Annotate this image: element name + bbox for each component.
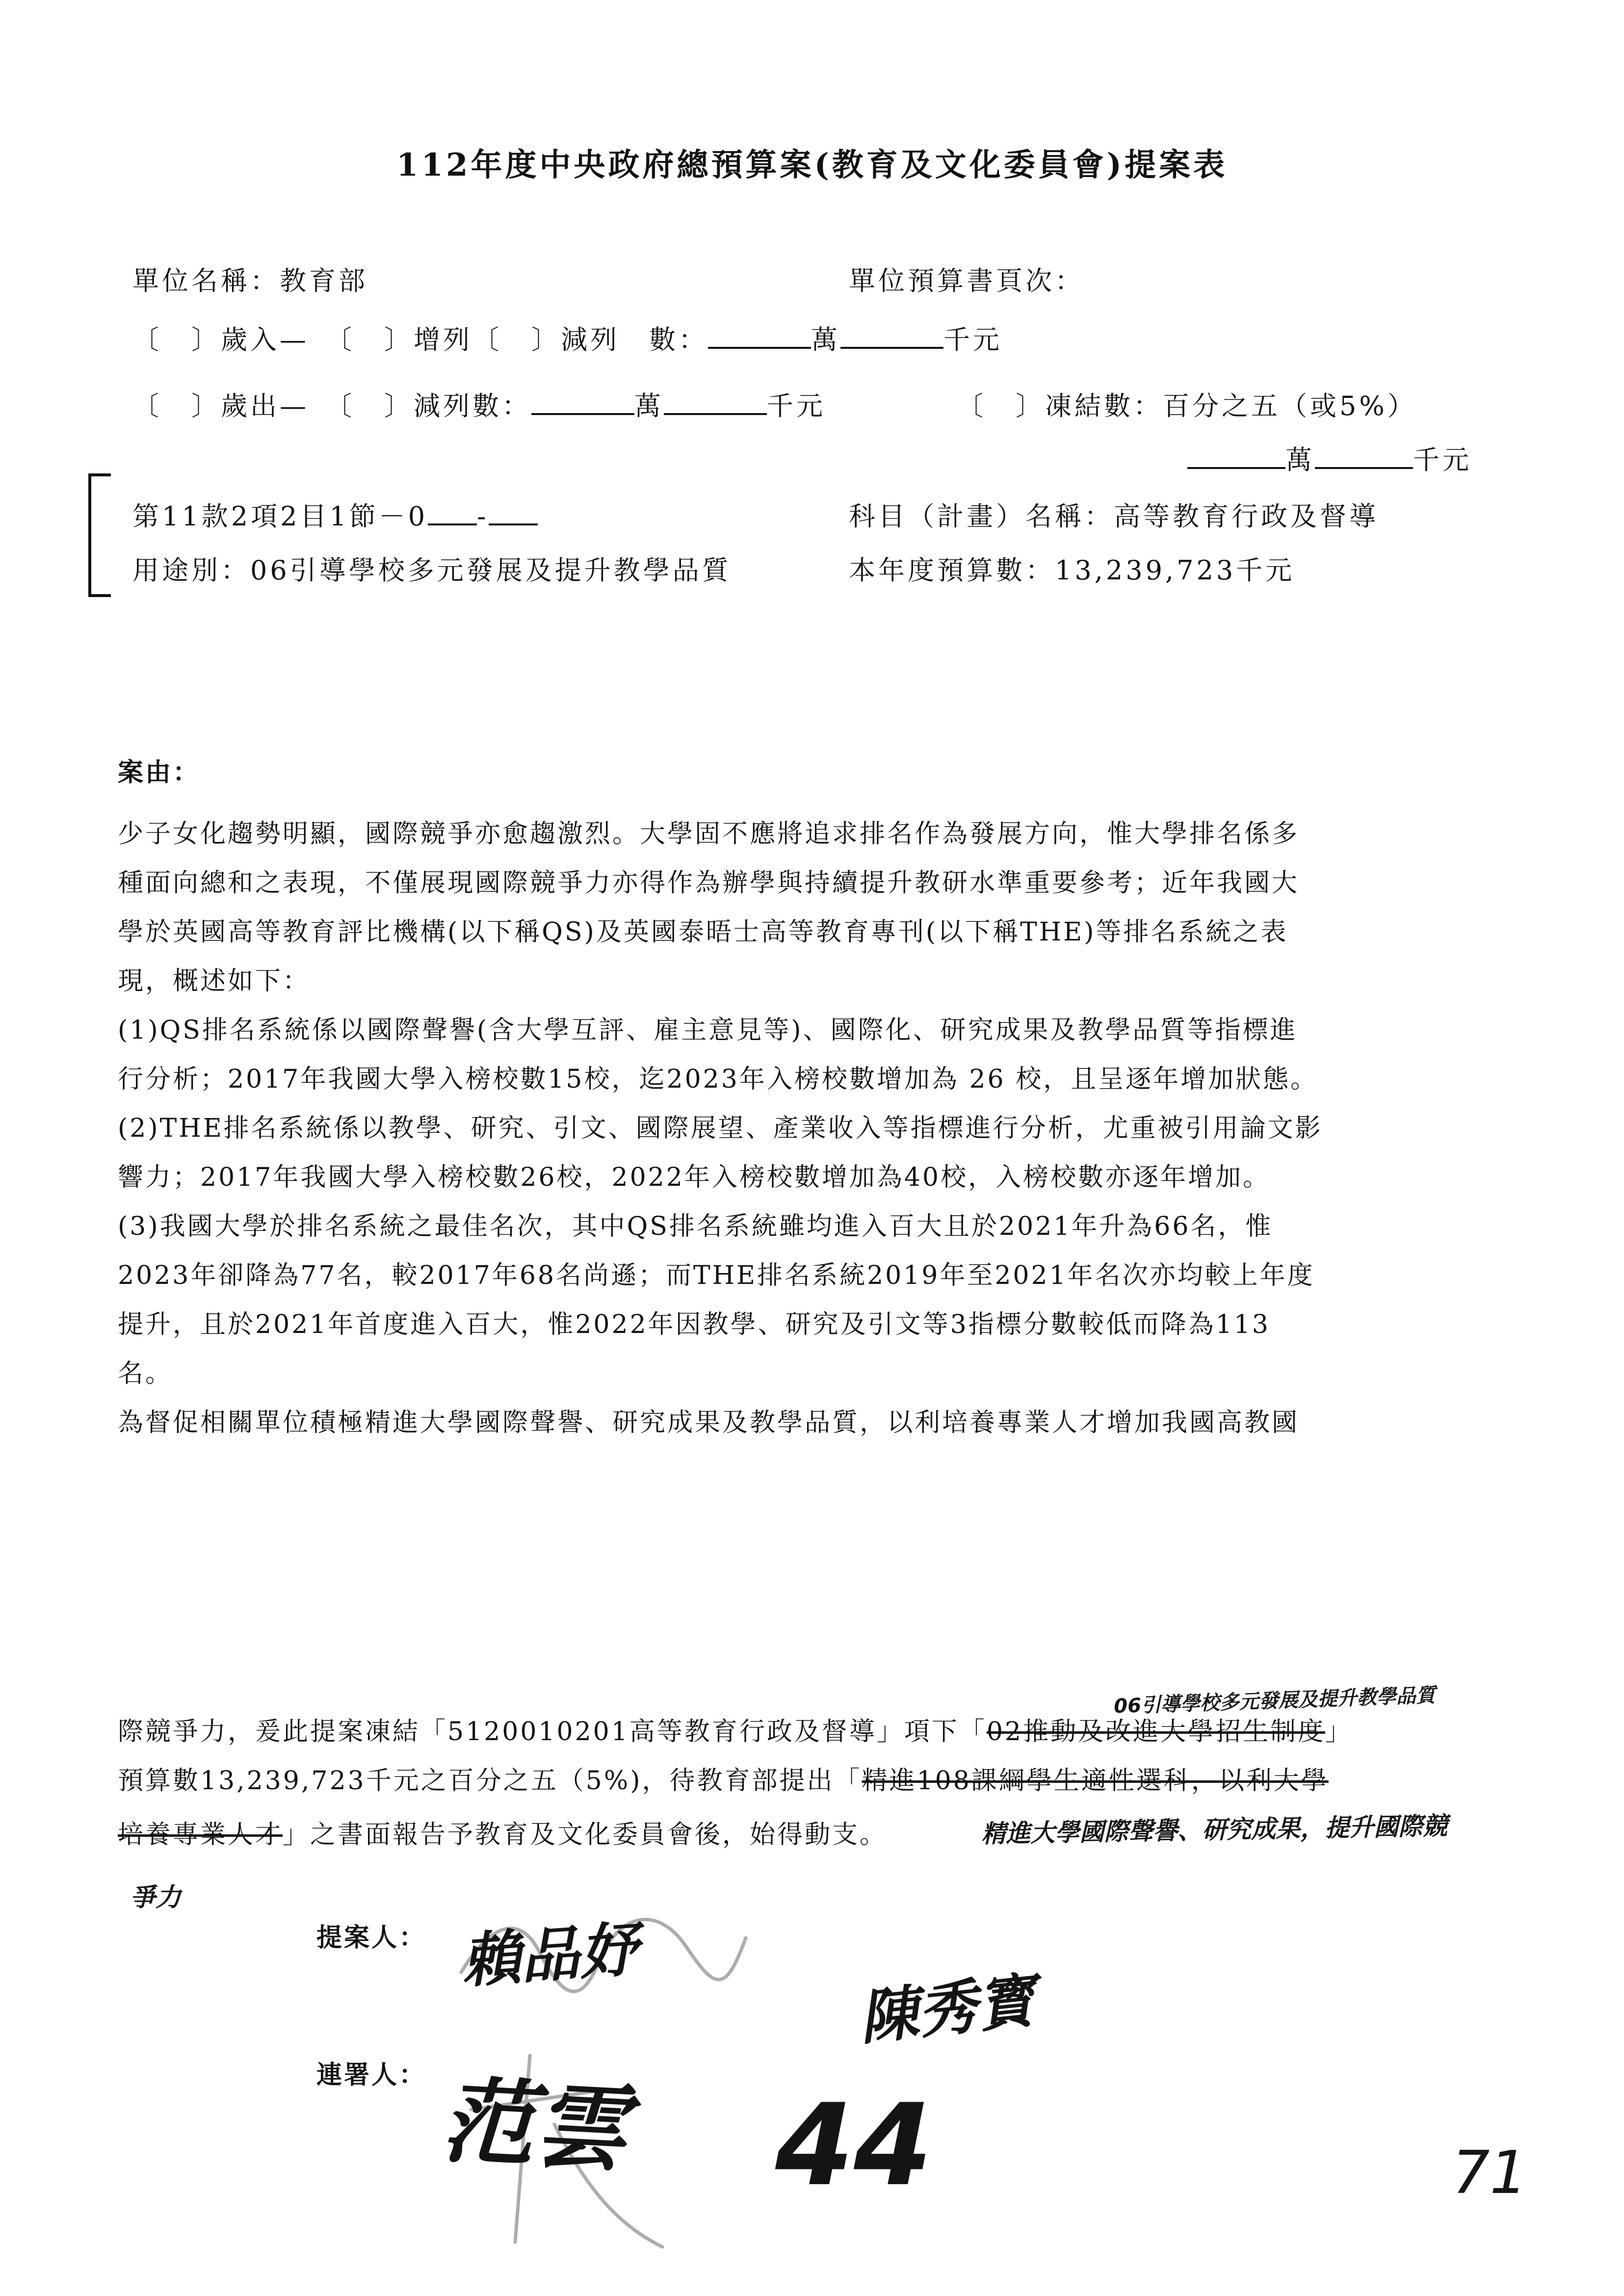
reason-line: (3)我國大學於排名系統之最佳名次，其中QS排名系統雖均進入百大且於2021年升為66名，惟: [118, 1212, 1273, 1241]
handwritten-insert-3: 爭力: [130, 1883, 182, 1912]
item-code: [132, 496, 538, 533]
income-row-label: 〔 〕歲入— 〔 〕增列〔 〕減列 數：: [132, 324, 708, 355]
reason-line: 為督促相關單位積極精進大學國際聲譽、研究成果及教學品質，以利培養專業人才增加我國高教國: [118, 1408, 1300, 1437]
purpose: 用途別：06引導學校多元發展及提升教學品質: [132, 555, 732, 586]
reason-line: 名。: [118, 1359, 173, 1388]
proposer-label: 提案人：: [316, 1923, 427, 1953]
expense-row: [132, 385, 826, 423]
reason-line-15-text: 預算數13,239,723千元之百分之五（5%)，待教育部提出「: [118, 1766, 862, 1796]
item-bracket: [88, 473, 111, 597]
proposer-signature-strokes: [451, 1894, 756, 2041]
unit-name: 單位名稱：教育部: [132, 265, 368, 296]
income-qian-unit: 千元: [943, 324, 1002, 355]
expense-wan-blank: [531, 393, 634, 415]
reason-line-14-text: 際競爭力，爰此提案凍結「5120010201高等教育行政及督導」項下「: [118, 1717, 987, 1747]
cosigner-signature-1-strokes: [456, 2036, 692, 2271]
reason-line-16-text: 」之書面報告予教育及文化委員會後，始得動支。: [283, 1820, 888, 1850]
reason-line: 提升，且於2021年首度進入百大，惟2022年因教學、研究及引文等3指標分數較低而降為113: [118, 1310, 1271, 1339]
page-title: 112年度中央政府總預算案(教育及文化委員會)提案表: [396, 147, 1228, 183]
reason-line: 學於英國高等教育評比機構(以下稱QS)及英國泰晤士高等教育專刊(以下稱THE)等排名系統之表: [118, 917, 1288, 947]
reason-line-14-close: 」: [1325, 1717, 1353, 1747]
reason-line: 行分析；2017年我國大學入榜校數15校，迄2023年入榜校數增加為 26 校，且呈逐年增加狀態。: [118, 1065, 1318, 1094]
freeze-qian-unit: 千元: [1413, 444, 1472, 475]
count-number: 44: [775, 2080, 933, 2211]
reason-line-16: [118, 1810, 887, 1859]
reason-line: 種面向總和之表現，不僅展現國際競爭力亦得作為辦學與持續提升教研水準重要參考；近年我國大: [118, 868, 1300, 898]
reason-line: 現，概述如下：: [118, 966, 311, 996]
freeze-wan-blank: [1187, 447, 1285, 469]
reason-line-15: [118, 1756, 1329, 1805]
income-qian-blank: [840, 327, 943, 349]
reason-line-14: [118, 1707, 1353, 1756]
freeze-label: 〔 〕凍結數：百分之五（或5%）: [957, 391, 1417, 421]
expense-qian-unit: 千元: [767, 391, 826, 421]
cosigner-label: 連署人：: [316, 2060, 427, 2090]
cosigner-signature-2: 陳秀寳: [856, 1966, 1039, 2053]
income-wan-unit: 萬: [811, 324, 840, 355]
struck-report-text-1: 精進108課綱學生適性選科，以利大學: [862, 1766, 1329, 1796]
reason-line: 2023年卻降為77名，較2017年68名尚遜；而THE排名系統2019年至2021年名次亦均較上年度: [118, 1261, 1315, 1290]
item-code-dash: -: [477, 501, 489, 532]
handwritten-insert-2: 精進大學國際聲譽、研究成果，提升國際競: [981, 1811, 1448, 1849]
cosigner-signature-1: 范雲: [438, 2066, 630, 2185]
struck-report-text-2: 培養專業人才: [118, 1820, 283, 1850]
freeze-qian-blank: [1315, 447, 1413, 469]
reason-line: 響力；2017年我國大學入榜校數26校，2022年入榜校數增加為40校，入榜校數亦逐年增加。: [118, 1163, 1271, 1192]
struck-item-text: 02推動及改進大學招生制度: [986, 1717, 1326, 1747]
handwritten-insert-1: 06引導學校多元發展及提升教學品質: [1113, 1684, 1436, 1718]
income-wan-blank: [708, 327, 811, 349]
item-code-blank-2: [489, 504, 538, 525]
page-number: 71: [1452, 2139, 1527, 2207]
subject-name: 科目（計畫）名稱：高等教育行政及督導: [849, 501, 1379, 532]
expense-wan-unit: 萬: [634, 391, 664, 421]
reason-line: 少子女化趨勢明顯，國際競爭亦愈趨激烈。大學固不應將追求排名作為發展方向，惟大學排名係多: [118, 819, 1300, 849]
proposer-signature: 賴品妤: [459, 1915, 641, 1996]
reason-body: [118, 809, 1323, 1447]
reason-line: (1)QS排名系統係以國際聲譽(含大學互評、雇主意見等)、國際化、研究成果及教學品質等指標進: [118, 1016, 1298, 1045]
item-code-blank-1: [428, 504, 477, 525]
expense-qian-blank: [664, 393, 767, 415]
page-ref-label: 單位預算書頁次：: [849, 265, 1084, 296]
income-row: [132, 319, 1002, 357]
budget-amount: 本年度預算數：13,239,723千元: [849, 555, 1295, 586]
freeze-amount: [1187, 439, 1472, 477]
reason-heading: 案由：: [118, 757, 201, 787]
freeze-wan-unit: 萬: [1285, 444, 1315, 475]
reason-line: (2)THE排名系統係以教學、研究、引文、國際展望、產業收入等指標進行分析，尤重被引用論文影: [118, 1114, 1323, 1143]
expense-row-label: 〔 〕歲出— 〔 〕減列數：: [132, 391, 531, 421]
item-code-prefix: 第11款2項2目1節－0: [132, 501, 428, 532]
